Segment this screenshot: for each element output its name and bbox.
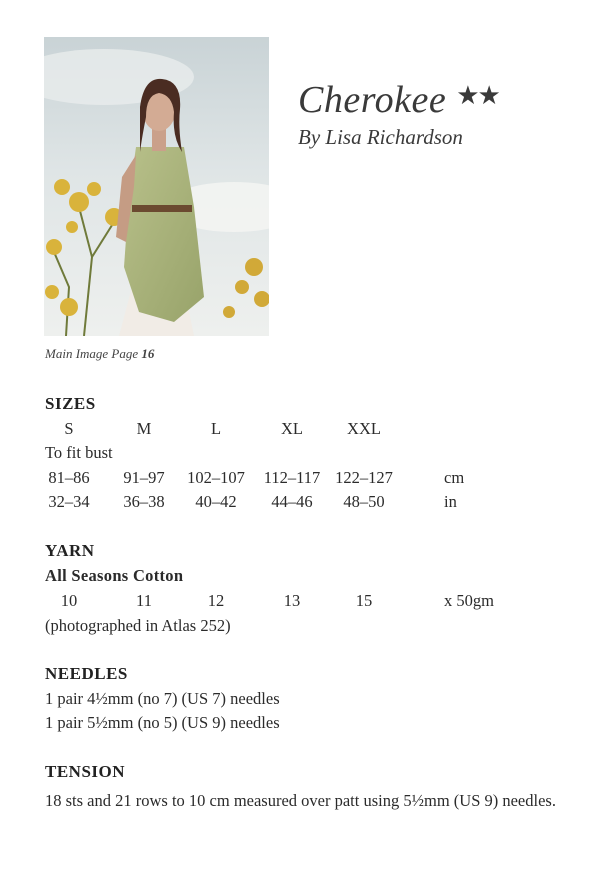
bust-cm: 81–86 [48,468,90,487]
yarn-quantity: 10 [60,591,78,610]
needle-line: 1 pair 4½mm (no 7) (US 7) needles [45,689,280,708]
size-label: XXL [347,419,381,438]
yarn-unit: x 50gm [444,591,494,610]
sizes-heading: SIZES [45,394,96,413]
title-text: Cherokee [298,79,447,121]
unit-in: in [444,492,457,511]
yarn-name: All Seasons Cotton [45,566,184,585]
yarn-quantity: 13 [283,591,301,610]
image-caption [45,346,154,362]
caption-prefix: Main Image Page [45,346,139,361]
unit-cm: cm [444,468,465,487]
bust-cm: 102–107 [187,468,245,487]
bust-in: 32–34 [48,492,90,511]
yarn-quantity: 15 [355,591,373,610]
size-label: M [136,419,152,438]
fit-bust-label: To fit bust [45,443,113,462]
main-photo [44,37,269,336]
tension-heading: TENSION [45,762,126,781]
needles-heading: NEEDLES [45,664,128,683]
bust-in: 36–38 [123,492,165,511]
byline: By Lisa Richardson [298,125,463,149]
bust-cm: 122–127 [335,468,393,487]
yarn-heading: YARN [45,541,95,560]
yarn-quantity: 12 [207,591,225,610]
bust-cm: 91–97 [123,468,165,487]
pattern-title [298,78,499,122]
tension-text: 18 sts and 21 rows to 10 cm measured over patt using 5½mm (US 9) needles. [45,791,556,810]
needle-line: 1 pair 5½mm (no 5) (US 9) needles [45,713,280,732]
difficulty-stars-icon: ★★ [456,81,499,110]
size-label: XL [281,419,303,438]
bust-in: 44–46 [271,492,313,511]
bust-in: 40–42 [195,492,237,511]
size-label: L [210,419,222,438]
yarn-note: (photographed in Atlas 252) [45,616,231,635]
size-label: S [64,419,74,438]
bust-cm: 112–117 [263,468,321,487]
bust-in: 48–50 [343,492,385,511]
yarn-quantity: 11 [136,591,152,610]
caption-page-number: 16 [141,346,155,361]
